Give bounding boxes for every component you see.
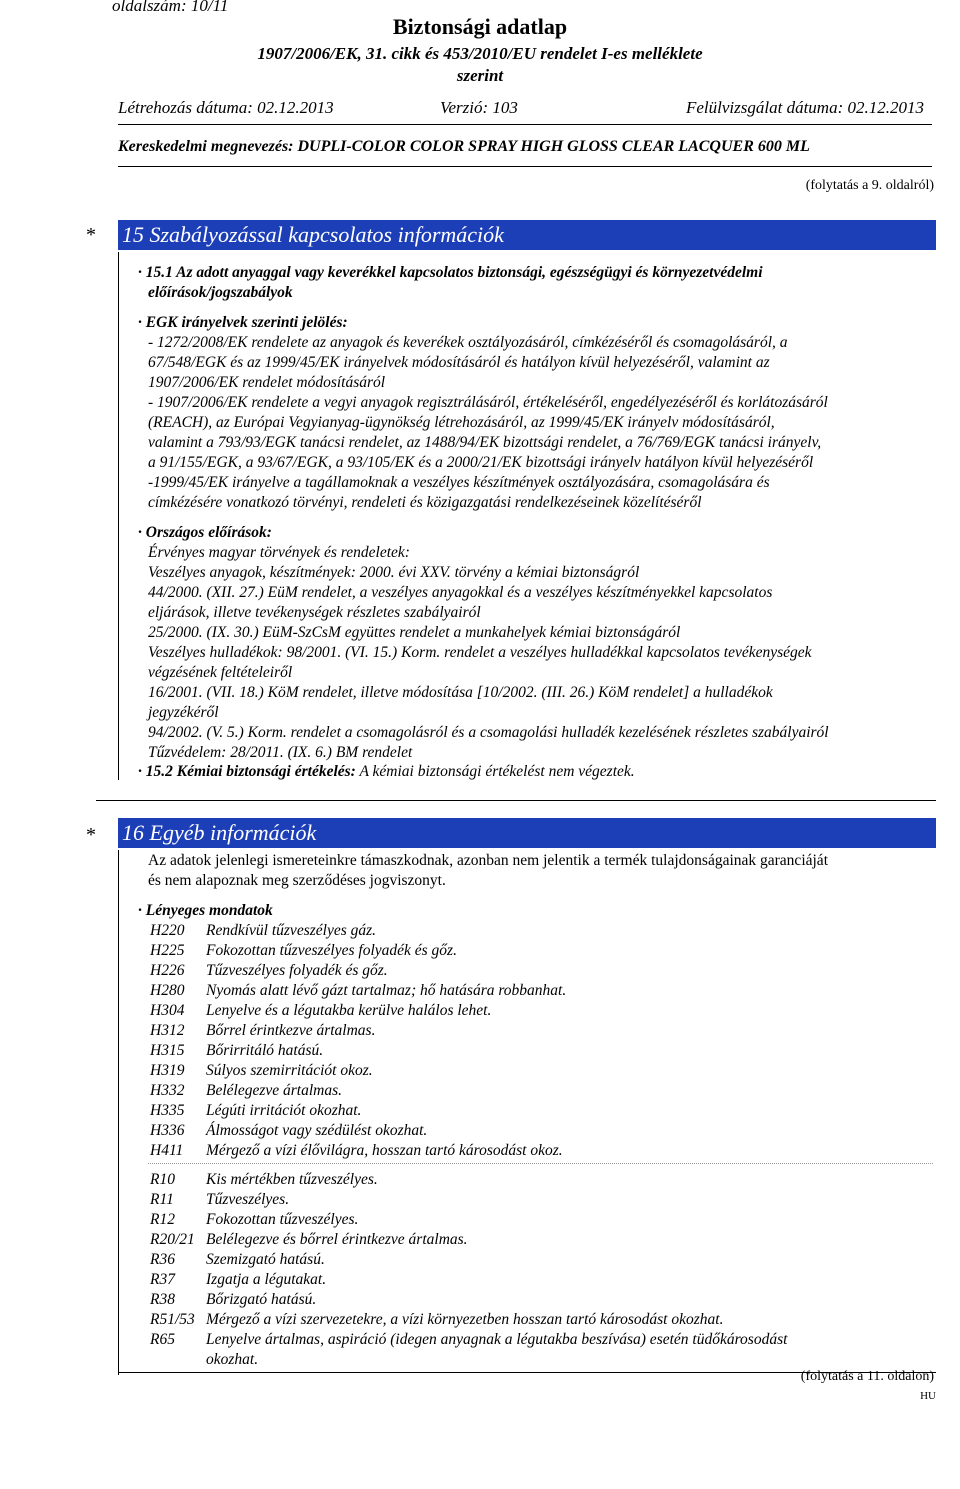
section-15-line: 94/2002. (V. 5.) Korm. rendelet a csomagolásról és a csomagolási hulladék kezelésének részletes szabályairól xyxy=(148,724,829,741)
section-15-line: Veszélyes hulladékok: 98/2001. (VI. 15.) Korm. rendelet a veszélyes hulladékkal kapcsolatos tevékenységek xyxy=(148,644,812,661)
phrase-code: H332 xyxy=(150,1082,185,1099)
phrase-code: H220 xyxy=(150,922,185,939)
document-title: Biztonsági adatlap xyxy=(392,14,568,39)
section-15-line: · Országos előírások: xyxy=(138,524,272,541)
phrase-code: R12 xyxy=(150,1211,175,1228)
phrase-code: H226 xyxy=(150,962,185,979)
assessment-label: · 15.2 Kémiai biztonsági értékelés: xyxy=(138,763,356,780)
section-15-line: 16/2001. (VII. 18.) KöM rendelet, illetve módosítása [10/2002. (III. 26.) KöM rendelet] a hulladékok xyxy=(148,684,773,701)
section-15-line: Érvényes magyar törvények és rendeletek: xyxy=(148,544,410,561)
phrase-code: R38 xyxy=(150,1291,175,1308)
disclaimer-line-2: és nem alapoznak meg szerződéses jogviszonyt. xyxy=(148,872,446,889)
phrase-code: H335 xyxy=(150,1102,185,1119)
section-15-line: eljárások, illetve tevékenységek részletes szabályairól xyxy=(148,604,481,621)
phrase-text: Nyomás alatt lévő gázt tartalmaz; hő hatására robbanhat. xyxy=(206,982,567,999)
phrase-code: H315 xyxy=(150,1042,185,1059)
section-15-line: - 1272/2008/EK rendelete az anyagok és keverékek osztályozásáról, címkézéséről és csomagolásáról, a xyxy=(148,334,788,351)
phrase-code: R37 xyxy=(150,1271,175,1288)
language-code: HU xyxy=(920,1390,936,1402)
phrase-code: R36 xyxy=(150,1251,175,1268)
section-15-line: Veszélyes anyagok, készítmények: 2000. évi XXV. törvény a kémiai biztonságról xyxy=(148,564,640,581)
created-date: Létrehozás dátuma: 02.12.2013 xyxy=(118,98,334,117)
phrase-code: H319 xyxy=(150,1062,185,1079)
regulation-subtitle: 1907/2006/EK, 31. cikk és 453/2010/EU rendelet I-es melléklete xyxy=(257,44,703,63)
phrase-code: R10 xyxy=(150,1171,175,1188)
phrase-text: Álmosságot vagy szédülést okozhat. xyxy=(206,1122,428,1139)
phrase-text: Mérgező a vízi élővilágra, hosszan tartó károsodást okoz. xyxy=(206,1142,563,1159)
section-15-line: -1999/45/EK irányelve a tagállamoknak a veszélyes készítmények osztályozására, csomagolására és xyxy=(148,474,770,491)
phrase-code: H225 xyxy=(150,942,185,959)
assessment-text: A kémiai biztonsági értékelést nem végeztek. xyxy=(355,763,635,780)
phrase-text: okozhat. xyxy=(206,1351,259,1368)
phrase-text: Fokozottan tűzveszélyes. xyxy=(206,1211,359,1228)
phrase-text: Izgatja a légutakat. xyxy=(206,1271,327,1288)
regulation-subtitle-2: szerint xyxy=(456,66,504,85)
section-16-title: 16 Egyéb információk xyxy=(118,818,936,848)
phrase-text: Lenyelve ártalmas, aspiráció (idegen anyagnak a légutakba beszívása) esetén tüdőkárosodást xyxy=(206,1331,788,1348)
phrase-code: R11 xyxy=(150,1191,174,1208)
phrase-text: Bőrirritáló hatású. xyxy=(206,1042,324,1059)
phrase-text: Tűzveszélyes. xyxy=(206,1191,290,1208)
phrase-text: Szemizgató hatású. xyxy=(206,1251,325,1268)
section-15-line: végzésének feltételeiről xyxy=(148,664,293,681)
continued-to: (folytatás a 11. oldalon) xyxy=(800,1369,934,1384)
change-marker: * xyxy=(86,224,96,246)
phrase-text: Belélegezve ártalmas. xyxy=(206,1082,343,1099)
phrase-text: Kis mértékben tűzveszélyes. xyxy=(206,1171,378,1188)
section-15-line: jegyzékéről xyxy=(148,704,219,721)
phrase-code: H336 xyxy=(150,1122,185,1139)
phrase-text: Rendkívül tűzveszélyes gáz. xyxy=(206,922,377,939)
phrase-separator xyxy=(148,1163,933,1164)
section-divider xyxy=(96,800,936,801)
section-15-line: 1907/2006/EK rendelet módosításáról xyxy=(148,374,386,391)
page-number: oldalszám: 10/11 xyxy=(112,0,229,15)
phrase-text: Belélegezve és bőrrel érintkezve ártalmas. xyxy=(206,1231,468,1248)
section-15-line: címkézésére vonatkozó törvényi, rendeleti és közigazgatási rendelkezéseinek közelítéséről xyxy=(148,494,702,511)
phrase-code: R65 xyxy=(150,1331,175,1348)
phrase-code: H304 xyxy=(150,1002,185,1019)
section-15-line: · EGK irányelvek szerinti jelölés: xyxy=(138,314,348,331)
section-15-line: előírások/jogszabályok xyxy=(148,284,293,301)
header-rule-2 xyxy=(118,166,932,167)
section-16-left-border xyxy=(118,850,119,1375)
section-15-line: 67/548/EGK és az 1999/45/EK irányelvek módosításáról és hatályon kívül helyezéséről, valamint az xyxy=(148,354,770,371)
header-rule xyxy=(118,124,932,125)
section-15-line: 44/2000. (XII. 27.) EüM rendelet, a veszélyes anyagokkal és a veszélyes készítményekkel kapcsolatos xyxy=(148,584,773,601)
section-15-title: 15 Szabályozással kapcsolatos információk xyxy=(118,220,936,250)
version: Verzió: 103 xyxy=(440,98,518,117)
phrase-text: Bőrizgató hatású. xyxy=(206,1291,317,1308)
phrase-code: H312 xyxy=(150,1022,185,1039)
section-15-line: · 15.1 Az adott anyaggal vagy keverékkel kapcsolatos biztonsági, egészségügyi és környezetvédelmi xyxy=(138,264,763,281)
revised-date: Felülvizsgálat dátuma: 02.12.2013 xyxy=(686,98,924,117)
section-15-line: 25/2000. (IX. 30.) EüM-SzCsM együttes rendelet a munkahelyek kémiai biztonságáról xyxy=(148,624,681,641)
phrase-code: R20/21 xyxy=(150,1231,195,1248)
disclaimer-line-1: Az adatok jelenlegi ismereteinkre támaszkodnak, azonban nem jelentik a termék tulajdonságainak garanciáját xyxy=(148,852,828,869)
phrases-heading: · Lényeges mondatok xyxy=(138,902,273,919)
phrase-code: H280 xyxy=(150,982,185,999)
section-15-line: Tűzvédelem: 28/2011. (IX. 6.) BM rendelet xyxy=(148,744,413,761)
chemical-safety-assessment xyxy=(138,762,635,782)
phrase-text: Tűzveszélyes folyadék és gőz. xyxy=(206,962,388,979)
phrase-text: Mérgező a vízi szervezetekre, a vízi környezetben hosszan tartó károsodást okozhat. xyxy=(206,1311,724,1328)
phrase-code: H411 xyxy=(150,1142,184,1159)
continued-from: (folytatás a 9. oldalról) xyxy=(805,178,934,193)
phrase-code: R51/53 xyxy=(150,1311,195,1328)
change-marker-16: * xyxy=(86,824,96,846)
section-15-line: a 91/155/EGK, a 93/67/EGK, a 93/105/EK és a 2000/21/EK bizottsági irányelv hatályon kívül helyezéséről xyxy=(148,454,814,471)
section-15-left-border xyxy=(118,252,119,780)
phrase-text: Bőrrel érintkezve ártalmas. xyxy=(206,1022,376,1039)
product-name: Kereskedelmi megnevezés: DUPLI-COLOR COLOR SPRAY HIGH GLOSS CLEAR LACQUER 600 ML xyxy=(118,138,810,155)
phrase-text: Légúti irritációt okozhat. xyxy=(206,1102,362,1119)
section-15-line: valamint a 793/93/EGK tanácsi rendelet, az 1488/94/EK bizottsági rendelet, a 76/769/EGK tanácsi irányelv, xyxy=(148,434,822,451)
phrase-text: Lenyelve és a légutakba kerülve halálos lehet. xyxy=(206,1002,492,1019)
section-15-line: (REACH), az Európai Vegyianyag-ügynökség létrehozásáról, az 1999/45/EK irányelv módosításáról, xyxy=(148,414,775,431)
phrase-text: Súlyos szemirritációt okoz. xyxy=(206,1062,373,1079)
section-15-line: - 1907/2006/EK rendelete a vegyi anyagok regisztrálásáról, értékeléséről, engedélyezéséről és korlátozásáról xyxy=(148,394,828,411)
phrase-text: Fokozottan tűzveszélyes folyadék és gőz. xyxy=(206,942,457,959)
